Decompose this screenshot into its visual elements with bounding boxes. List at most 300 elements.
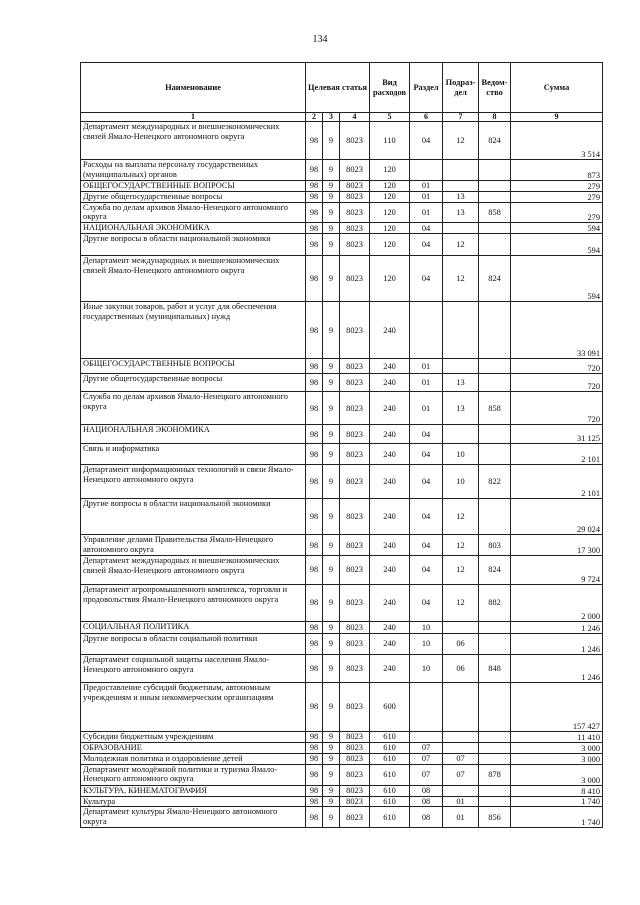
section-code: 04 [410,499,443,535]
table-row [81,535,603,556]
department-code [479,234,511,256]
row-sum: 1 246 [511,633,603,654]
target-b: 9 [323,621,340,633]
target-c: 8023 [340,302,370,359]
department-code [479,621,511,633]
column-number-cell: 6 [410,113,443,122]
target-b: 9 [323,633,340,654]
row-sum: 11 410 [511,731,603,742]
table-row [81,256,603,302]
section-code: 01 [410,202,443,223]
table-row [81,633,603,654]
table-row [81,122,603,160]
target-a: 98 [306,202,323,223]
row-sum: 279 [511,180,603,191]
header-name: Наименование [81,63,306,113]
subsection-code [443,425,479,444]
subsection-code [443,302,479,359]
expense-type: 240 [370,654,410,682]
row-name: Другие общегосударственные вопросы [81,191,306,202]
section-code: 07 [410,764,443,785]
target-a: 98 [306,465,323,499]
target-c: 8023 [340,444,370,465]
section-code: 10 [410,633,443,654]
department-code: 878 [479,764,511,785]
row-sum: 720 [511,374,603,392]
department-code: 824 [479,122,511,160]
expense-type: 240 [370,425,410,444]
column-number-cell: 5 [370,113,410,122]
target-a: 98 [306,302,323,359]
section-code: 04 [410,234,443,256]
target-b: 9 [323,302,340,359]
row-sum: 9 724 [511,555,603,584]
row-sum: 29 024 [511,499,603,535]
target-a: 98 [306,785,323,796]
subsection-code [443,785,479,796]
subsection-code: 10 [443,444,479,465]
target-b: 9 [323,234,340,256]
section-code: 01 [410,374,443,392]
column-number-cell: 1 [81,113,306,122]
table-row [81,302,603,359]
department-code [479,425,511,444]
target-a: 98 [306,682,323,731]
target-b: 9 [323,191,340,202]
target-c: 8023 [340,191,370,202]
target-c: 8023 [340,256,370,302]
department-code: 824 [479,555,511,584]
target-c: 8023 [340,374,370,392]
expense-type: 610 [370,796,410,807]
expense-type: 610 [370,764,410,785]
department-code [479,682,511,731]
section-code: 04 [410,444,443,465]
expense-type: 240 [370,359,410,374]
target-a: 98 [306,160,323,181]
target-b: 9 [323,753,340,764]
header-section: Раздел [410,63,443,113]
target-a: 98 [306,807,323,828]
target-a: 98 [306,796,323,807]
row-name: НАЦИОНАЛЬНАЯ ЭКОНОМИКА [81,425,306,444]
target-c: 8023 [340,796,370,807]
row-name: Связь и информатика [81,444,306,465]
target-b: 9 [323,359,340,374]
section-code: 04 [410,256,443,302]
row-name: НАЦИОНАЛЬНАЯ ЭКОНОМИКА [81,223,306,234]
target-c: 8023 [340,535,370,556]
row-sum: 594 [511,223,603,234]
row-sum: 157 427 [511,682,603,731]
target-c: 8023 [340,742,370,753]
table-row [81,682,603,731]
budget-table [80,62,603,828]
target-c: 8023 [340,160,370,181]
target-b: 9 [323,731,340,742]
row-sum: 1 246 [511,654,603,682]
row-sum: 3 000 [511,764,603,785]
row-sum: 594 [511,256,603,302]
row-sum: 2 101 [511,465,603,499]
row-sum: 1 740 [511,807,603,828]
expense-type: 240 [370,465,410,499]
row-sum: 1 740 [511,796,603,807]
target-b: 9 [323,682,340,731]
target-c: 8023 [340,682,370,731]
table-row [81,223,603,234]
section-code: 04 [410,465,443,499]
expense-type: 610 [370,731,410,742]
section-code: 04 [410,555,443,584]
target-c: 8023 [340,785,370,796]
expense-type: 240 [370,392,410,425]
row-sum: 1 246 [511,621,603,633]
department-code [479,180,511,191]
section-code: 10 [410,621,443,633]
section-code: 04 [410,223,443,234]
expense-type: 120 [370,256,410,302]
department-code: 824 [479,256,511,302]
subsection-code: 07 [443,764,479,785]
target-a: 98 [306,742,323,753]
expense-type: 240 [370,633,410,654]
row-sum: 17 300 [511,535,603,556]
subsection-code: 10 [443,465,479,499]
target-b: 9 [323,742,340,753]
target-a: 98 [306,584,323,621]
section-code: 01 [410,191,443,202]
column-number-row [81,113,603,122]
row-name: Служба по делам архивов Ямало-Ненецкого автономного округа [81,202,306,223]
department-code [479,302,511,359]
table-row [81,359,603,374]
target-c: 8023 [340,764,370,785]
target-c: 8023 [340,584,370,621]
target-b: 9 [323,374,340,392]
target-c: 8023 [340,392,370,425]
section-code: 07 [410,753,443,764]
expense-type: 120 [370,180,410,191]
table-row [81,621,603,633]
target-c: 8023 [340,633,370,654]
department-code: 803 [479,535,511,556]
section-code: 08 [410,807,443,828]
expense-type: 610 [370,753,410,764]
subsection-code: 12 [443,535,479,556]
expense-type: 120 [370,223,410,234]
target-b: 9 [323,465,340,499]
target-a: 98 [306,180,323,191]
expense-type: 240 [370,621,410,633]
target-c: 8023 [340,359,370,374]
row-sum: 279 [511,202,603,223]
target-b: 9 [323,425,340,444]
department-code [479,742,511,753]
expense-type: 600 [370,682,410,731]
target-b: 9 [323,499,340,535]
row-name: Другие общегосударственные вопросы [81,374,306,392]
row-name: СОЦИАЛЬНАЯ ПОЛИТИКА [81,621,306,633]
target-a: 98 [306,234,323,256]
subsection-code: 13 [443,392,479,425]
subsection-code: 12 [443,499,479,535]
subsection-code: 07 [443,753,479,764]
target-a: 98 [306,731,323,742]
target-b: 9 [323,223,340,234]
row-sum: 3 514 [511,122,603,160]
expense-type: 240 [370,584,410,621]
subsection-code [443,160,479,181]
expense-type: 240 [370,444,410,465]
section-code [410,160,443,181]
section-code: 08 [410,796,443,807]
target-c: 8023 [340,731,370,742]
table-row [81,785,603,796]
section-code [410,302,443,359]
department-code [479,160,511,181]
subsection-code: 12 [443,584,479,621]
target-c: 8023 [340,234,370,256]
target-b: 9 [323,654,340,682]
target-a: 98 [306,223,323,234]
table-row [81,731,603,742]
subsection-code [443,731,479,742]
subsection-code [443,180,479,191]
target-b: 9 [323,180,340,191]
table-row [81,465,603,499]
department-code: 822 [479,465,511,499]
table-row [81,202,603,223]
expense-type: 240 [370,499,410,535]
target-b: 9 [323,785,340,796]
row-sum: 594 [511,234,603,256]
header-target-article: Целевая статья [306,63,370,113]
row-sum: 279 [511,191,603,202]
target-a: 98 [306,425,323,444]
target-b: 9 [323,796,340,807]
target-a: 98 [306,535,323,556]
target-a: 98 [306,359,323,374]
row-name: ОБЩЕГОСУДАРСТВЕННЫЕ ВОПРОСЫ [81,180,306,191]
budget-body [81,122,603,828]
table-row [81,180,603,191]
target-a: 98 [306,621,323,633]
header-expense-type: Вид расходов [370,63,410,113]
department-code: 856 [479,807,511,828]
section-code [410,682,443,731]
column-number-cell: 7 [443,113,479,122]
target-a: 98 [306,122,323,160]
column-number-cell: 8 [479,113,511,122]
row-sum: 720 [511,392,603,425]
department-code [479,191,511,202]
section-code: 04 [410,584,443,621]
target-a: 98 [306,633,323,654]
row-name: ОБЩЕГОСУДАРСТВЕННЫЕ ВОПРОСЫ [81,359,306,374]
expense-type: 610 [370,807,410,828]
expense-type: 240 [370,374,410,392]
table-row [81,444,603,465]
table-row [81,499,603,535]
department-code: 858 [479,392,511,425]
row-name: Культура [81,796,306,807]
subsection-code: 13 [443,202,479,223]
expense-type: 120 [370,160,410,181]
section-code: 01 [410,392,443,425]
table-row [81,742,603,753]
target-c: 8023 [340,180,370,191]
table-row [81,753,603,764]
table-row [81,555,603,584]
target-a: 98 [306,753,323,764]
table-row [81,392,603,425]
row-sum: 3 000 [511,753,603,764]
table-row [81,191,603,202]
section-code: 04 [410,535,443,556]
row-name: ОБРАЗОВАНИЕ [81,742,306,753]
row-name: Департамент культуры Ямало-Ненецкого автономного округа [81,807,306,828]
target-a: 98 [306,256,323,302]
row-sum: 31 125 [511,425,603,444]
subsection-code [443,742,479,753]
row-name: Департамент международных и внешнеэкономических связей Ямало-Ненецкого автономного округа [81,122,306,160]
target-b: 9 [323,256,340,302]
row-name: Иные закупки товаров, работ и услуг для обеспечения государственных (муниципальных) нужд [81,302,306,359]
expense-type: 610 [370,785,410,796]
target-b: 9 [323,160,340,181]
row-name: Департамент агропромышленного комплекса, торговли и продовольствия Ямало-Ненецкого автономного округа [81,584,306,621]
expense-type: 120 [370,202,410,223]
target-a: 98 [306,555,323,584]
column-number-cell: 2 [306,113,323,122]
target-b: 9 [323,535,340,556]
header-department: Ведом-ство [479,63,511,113]
department-code: 882 [479,584,511,621]
department-code [479,753,511,764]
department-code [479,731,511,742]
table-row [81,796,603,807]
subsection-code: 13 [443,191,479,202]
expense-type: 120 [370,191,410,202]
row-name: Департамент информационных технологий и связи Ямало-Ненецкого автономного округа [81,465,306,499]
table-row [81,584,603,621]
target-b: 9 [323,764,340,785]
department-code: 858 [479,202,511,223]
row-name: КУЛЬТУРА, КИНЕМАТОГРАФИЯ [81,785,306,796]
table-row [81,807,603,828]
page-number: 134 [312,34,328,45]
target-b: 9 [323,122,340,160]
expense-type: 240 [370,302,410,359]
target-c: 8023 [340,425,370,444]
table-row [81,234,603,256]
target-c: 8023 [340,465,370,499]
target-c: 8023 [340,499,370,535]
expense-type: 120 [370,234,410,256]
row-sum: 2 000 [511,584,603,621]
table-row [81,160,603,181]
department-code: 848 [479,654,511,682]
table-row [81,425,603,444]
subsection-code: 01 [443,807,479,828]
target-a: 98 [306,392,323,425]
header-sum: Сумма [511,63,603,113]
table-row [81,374,603,392]
target-c: 8023 [340,122,370,160]
subsection-code: 06 [443,654,479,682]
subsection-code [443,682,479,731]
row-sum: 720 [511,359,603,374]
target-b: 9 [323,444,340,465]
department-code [479,499,511,535]
subsection-code [443,621,479,633]
subsection-code: 06 [443,633,479,654]
target-b: 9 [323,807,340,828]
target-b: 9 [323,202,340,223]
row-name: Предоставление субсидий бюджетным, автономным учреждениям и иным некоммерческим организациям [81,682,306,731]
section-code: 10 [410,654,443,682]
row-name: Молодежная политика и оздоровление детей [81,753,306,764]
row-name: Другие вопросы в области национальной экономики [81,234,306,256]
subsection-code [443,359,479,374]
target-c: 8023 [340,555,370,584]
row-sum: 3 000 [511,742,603,753]
subsection-code: 01 [443,796,479,807]
column-number-cell: 9 [511,113,603,122]
row-name: Субсидии бюджетным учреждениям [81,731,306,742]
target-c: 8023 [340,753,370,764]
subsection-code [443,223,479,234]
expense-type: 240 [370,535,410,556]
row-sum: 2 101 [511,444,603,465]
subsection-code: 13 [443,374,479,392]
department-code [479,785,511,796]
section-code: 01 [410,180,443,191]
department-code [479,633,511,654]
row-name: Служба по делам архивов Ямало-Ненецкого автономного округа [81,392,306,425]
table-row [81,654,603,682]
department-code [479,223,511,234]
row-sum: 33 091 [511,302,603,359]
target-c: 8023 [340,621,370,633]
target-a: 98 [306,654,323,682]
target-c: 8023 [340,654,370,682]
department-code [479,444,511,465]
target-a: 98 [306,444,323,465]
row-name: Расходы на выплаты персоналу государственных (муниципальных) органов [81,160,306,181]
row-name: Департамент международных и внешнеэкономических связей Ямало-Ненецкого автономного округа [81,256,306,302]
target-c: 8023 [340,807,370,828]
target-c: 8023 [340,223,370,234]
row-name: Другие вопросы в области социальной политики [81,633,306,654]
department-code [479,374,511,392]
target-b: 9 [323,555,340,584]
expense-type: 110 [370,122,410,160]
row-name: Департамент молодёжной политики и туризма Ямало-Ненецкого автономного округа [81,764,306,785]
expense-type: 240 [370,555,410,584]
target-a: 98 [306,374,323,392]
column-number-cell: 4 [340,113,370,122]
department-code [479,796,511,807]
row-name: Управление делами Правительства Ямало-Ненецкого автономного округа [81,535,306,556]
section-code: 08 [410,785,443,796]
expense-type: 610 [370,742,410,753]
header-subsection: Подраз-дел [443,63,479,113]
subsection-code: 12 [443,555,479,584]
section-code: 04 [410,425,443,444]
subsection-code: 12 [443,256,479,302]
